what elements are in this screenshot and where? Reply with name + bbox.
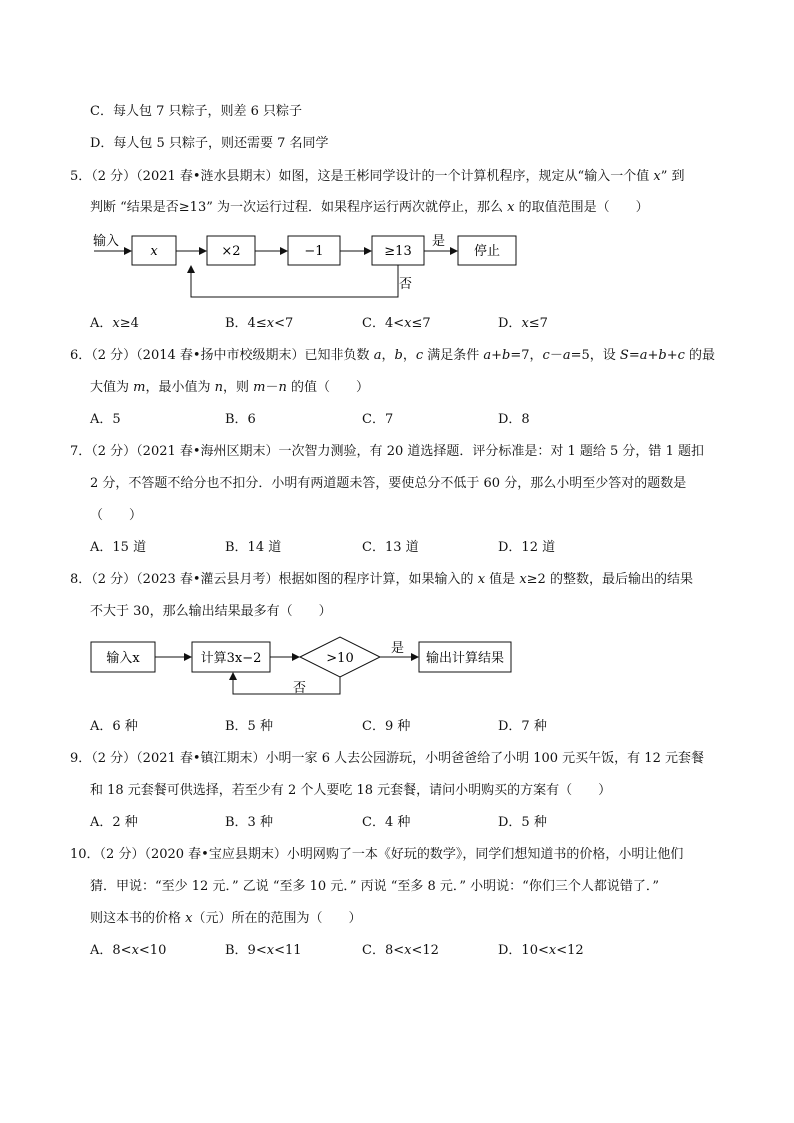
q6-option-c: C．7 (362, 412, 394, 427)
q9-stem-line1: 9．（2 分）（2021 春•镇江期末）小明一家 6 人去公园游玩，小明爸爸给了小明 100 元买午饭，有 12 元套餐 (70, 751, 704, 766)
q5-flow-input-label: 输入 (93, 234, 120, 249)
q8-option-d: D．7 种 (498, 719, 547, 734)
q9-option-b: B．3 种 (225, 815, 273, 830)
q5-option-b: B．4≤x<7 (225, 316, 294, 331)
q6-option-a: A．5 (90, 412, 121, 427)
q5-stem-line1: 5．（2 分）（2021 春•涟水县期末）如图，这是王彬同学设计的一个计算机程序，规定从“输入一个值 x” 到 (70, 169, 685, 184)
q7-option-a: A．15 道 (90, 540, 147, 555)
q7-stem-line2: 2 分，不答题不给分也不扣分．小明有两道题未答，要使总分不低于 60 分，那么小明至少答对的题数是 (90, 476, 687, 491)
q8-flowchart (88, 630, 518, 700)
q8-flow-no-label: 否 (293, 681, 307, 696)
q9-option-d: D．5 种 (498, 815, 547, 830)
q5-flowchart (86, 228, 526, 304)
q10-stem-line1: 10．（2 分）（2020 春•宝应县期末）小明网购了一本《好玩的数学》，同学们想知道书的价格，小明让他们 (70, 847, 684, 862)
q5-flow-no-label: 否 (399, 277, 413, 292)
q5-option-a: A．x≥4 (90, 316, 139, 331)
q6-stem-line2: 大值为 m，最小值为 n，则 m－n 的值（ ） (90, 380, 369, 395)
q8-stem-line2: 不大于 30，那么输出结果最多有（ ） (90, 604, 332, 619)
q4-option-d: D．每人包 5 只粽子，则还需要 7 名同学 (90, 136, 329, 151)
q9-stem-line2: 和 18 元套餐可供选择，若至少有 2 个人要吃 18 元套餐，请问小明购买的方案有（ ） (90, 783, 612, 798)
q7-stem-line1: 7．（2 分）（2021 春•海州区期末）一次智力测验，有 20 道选择题．评分标准是：对 1 题给 5 分，错 1 题扣 (70, 444, 704, 459)
q9-option-c: C．4 种 (362, 815, 411, 830)
q7-option-b: B．14 道 (225, 540, 282, 555)
q8-option-c: C．9 种 (362, 719, 411, 734)
q8-option-b: B．5 种 (225, 719, 273, 734)
q8-flow-box-input-label: 输入x (106, 651, 140, 666)
q9-option-a: A．2 种 (90, 815, 138, 830)
q6-option-d: D．8 (498, 412, 530, 427)
q4-option-c: C．每人包 7 只粽子，则差 6 只粽子 (90, 104, 303, 119)
q8-flow-loop-back (233, 673, 340, 694)
q5-flow-box-minus1-label: −1 (304, 244, 324, 259)
q6-stem-line1: 6．（2 分）（2014 春•扬中市校级期末）已知非负数 a，b，c 满足条件 a+b=7，c－a=5，设 S=a+b+c 的最 (70, 348, 716, 363)
q5-stem-line2: 判断 “结果是否≥13” 为一次运行过程．如果程序运行两次就停止，那么 x 的取值范围是（ ） (90, 200, 649, 215)
q5-flow-yes-label: 是 (432, 234, 446, 249)
q5-flow-box-condition-label: ≥13 (384, 244, 412, 259)
q10-option-a: A．8<x<10 (90, 943, 167, 958)
q8-flow-box-output-label: 输出计算结果 (425, 651, 505, 666)
q7-option-c: C．13 道 (362, 540, 419, 555)
q10-stem-line2: 猜．甲说：“至少 12 元．” 乙说 “至多 10 元．” 丙说 “至多 8 元．” 小明说：“你们三个人都说错了．” (90, 879, 659, 894)
q8-stem-line1: 8．（2 分）（2023 春•灌云县月考）根据如图的程序计算，如果输入的 x 值是 x≥2 的整数，最后输出的结果 (70, 572, 693, 587)
q10-stem-line3: 则这本书的价格 x（元）所在的范围为（ ） (90, 911, 362, 926)
q6-option-b: B．6 (225, 412, 256, 427)
q5-flow-box-stop-label: 停止 (473, 244, 501, 259)
q7-option-d: D．12 道 (498, 540, 556, 555)
q5-option-d: D．x≤7 (498, 316, 548, 331)
q5-flow-loop-back (191, 265, 398, 297)
q10-option-d: D．10<x<12 (498, 943, 584, 958)
q7-stem-line3: （ ） (90, 508, 143, 523)
q5-option-c: C．4<x≤7 (362, 316, 431, 331)
q10-option-b: B．9<x<11 (225, 943, 302, 958)
q8-option-a: A．6 种 (90, 719, 138, 734)
q5-flow-box-x-label: x (150, 244, 158, 259)
q10-option-c: C．8<x<12 (362, 943, 439, 958)
q8-flow-decision-label: >10 (326, 651, 354, 666)
q8-flow-box-compute-label: 计算3x−2 (200, 651, 262, 666)
q8-flow-yes-label: 是 (391, 641, 405, 656)
q5-flow-box-times2-label: ×2 (221, 244, 241, 259)
